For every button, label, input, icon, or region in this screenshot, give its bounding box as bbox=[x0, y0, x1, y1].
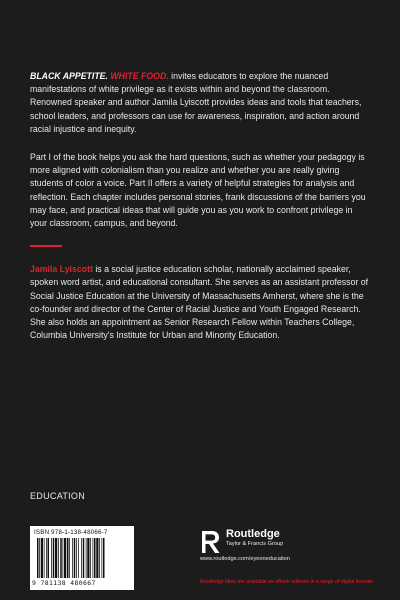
author-bio-paragraph bbox=[30, 263, 370, 342]
barcode-graphic bbox=[36, 538, 128, 578]
publisher-url: www.routledge.com/eyeoneducation bbox=[200, 556, 290, 562]
category-label: EDUCATION bbox=[30, 491, 86, 501]
publisher-name: Routledge bbox=[226, 528, 280, 540]
author-name: Jamila Lyiscott bbox=[30, 264, 93, 275]
barcode-number: 9 781138 480667 bbox=[32, 579, 96, 587]
isbn-barcode-box bbox=[30, 526, 134, 590]
book-title-part2: WHITE FOOD. bbox=[110, 71, 169, 81]
publisher-block bbox=[200, 528, 380, 568]
red-divider bbox=[30, 245, 62, 247]
isbn-label: ISBN 978-1-138-48066-7 bbox=[34, 529, 108, 536]
publisher-subtitle: Taylor & Francis Group bbox=[226, 541, 284, 547]
blurb-intro-paragraph bbox=[30, 70, 370, 136]
blurb-paragraph-2: Part I of the book helps you ask the hard questions, such as whether your pedagogy is more aligned with colonialism than you realize and whether you are really giving students of color a voice. Part II offers a variety of helpful strategies for analysis and reflection. Each chapter includes personal stories, frank discussions of the barriers you may face, and practical ideas that will guide you as you work to confront privilege in your classroom, campus, and beyond. bbox=[30, 152, 366, 229]
cover-text-block bbox=[30, 70, 370, 357]
blurb-intro-text: invites educators to explore the nuanced manifestations of white privilege as it exists within and beyond the classroom. Renowned speaker and author Jamila Lyiscott provides ideas and tools that teachers, school leaders, and professors can use for awareness, inspiration, and action around racial injustice and inequity. bbox=[30, 71, 362, 134]
book-title-part1: BLACK APPETITE. bbox=[30, 71, 108, 81]
routledge-logo-icon bbox=[200, 530, 222, 554]
ebook-availability-note: Routledge titles are available as eBook editions in a range of digital formats bbox=[200, 579, 374, 585]
author-bio-text: is a social justice education scholar, nationally acclaimed speaker, spoken word artist, and educational consultant. She serves as an assistant professor of Social Justice Education at the University of Massachusetts Amherst, where she is the co-founder and director of the Center of Racial Justice and Youth Engaged Research. She also holds an appointment as Senior Research Fellow within Teachers College, Columbia University's Institute for Urban and Minority Education. bbox=[30, 264, 369, 341]
